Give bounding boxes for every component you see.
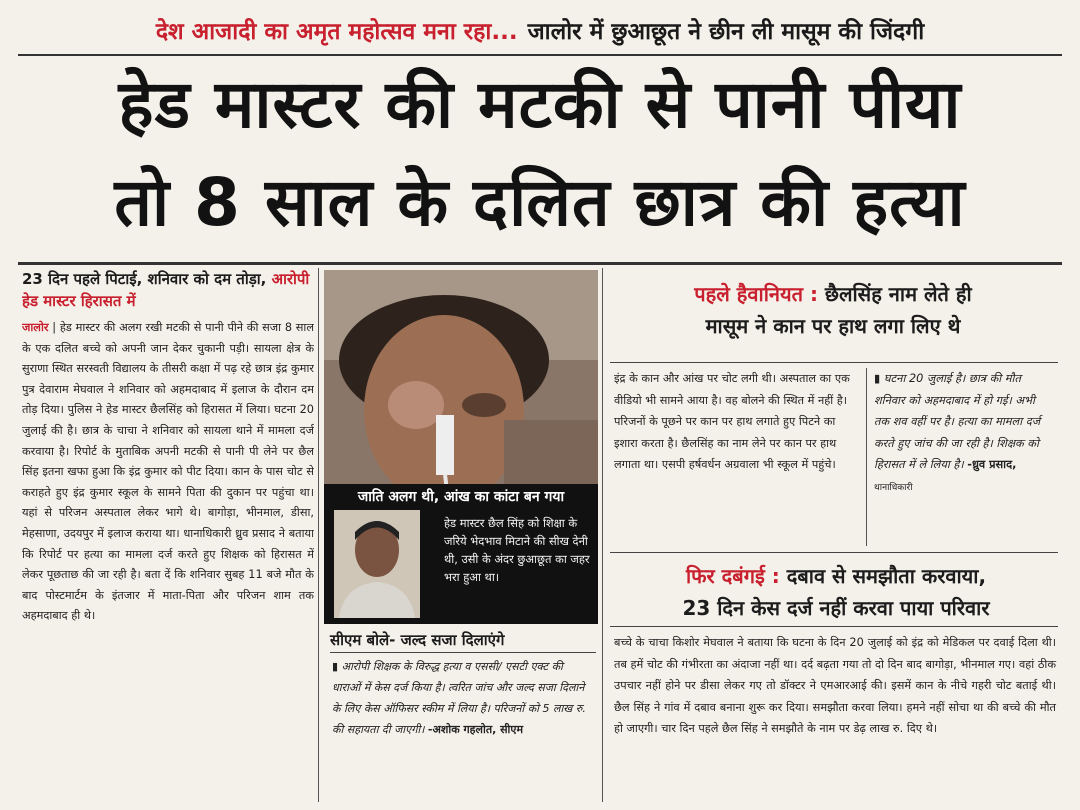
right2-top-rule (610, 552, 1058, 553)
left-body-text: हेड मास्टर की अलग रखी मटकी से पानी पीने की सजा 8 साल के एक दलित बच्चे को अपनी जान देकर चुकानी पड़ी। सायला क्षेत्र के सुराणा स्थित सरस्वती विद्यालय के तीसरी कक्षा में पढ़ रहे छात्र इंद्र कुमार पुत्र देवाराम मेघवाल ने शनिवार को अहमदाबाद में इलाज के दौरान दम तोड़ दिया। पुलिस ने हेड मास्टर छैलसिंह को हिरासत में लिया। घटना 20 जुलाई की है। छात्र के चाचा ने शनिवार को सायला थाने में मामला दर्ज करवाया है। रिपोर्ट के मुताबिक अपनी मटकी से पानी पी लेने पर छैल सिंह इतना खफा हुआ कि इंद्र कुमार को पीट दिया। कान के पास चोट से कराहते हुए इंद्र कुमार स्कूल के सामने पिता की दुकान पर पहुंचा था। यहां से परिजन अस्पताल लेकर भागे थे। बागोड़ा, भीनमाल, डीसा, मेहसाणा, उदयपुर में इलाज कराया था। धानाधिकारी ध्रुव प्रसाद ने बताया कि रिपोर्ट पर हत्या का मामला दर्ज करते हुए शिक्षक को हिरासत में लेकर पूछताछ की जा रही है। बता दें कि शनिवार सुबह 11 बजे मौत के बाद पोस्टमार्टम के इंतजार में माता-पिता और परिजन शाम तक अहमदाबाद ही थे। (22, 321, 314, 623)
kicker-red: देश आजादी का अमृत महोत्सव मना रहा... (155, 19, 518, 45)
headline (18, 56, 1062, 252)
right2-heading (612, 560, 1060, 624)
left-body: जालोर | हेड मास्टर की अलग रखी मटकी से पानी पीने की सजा 8 साल के एक दलित बच्चे को अपनी जान देकर चुकानी पड़ी। सायला क्षेत्र के सुराणा स्थित सरस्वती विद्यालय के तीसरी कक्षा में पढ़ रहे छात्र इंद्र कुमार पुत्र देवाराम मेघवाल ने शनिवार को अहमदाबाद में इलाज के दौरान दम तोड़ दिया। पुलिस ने हेड मास्टर छैलसिंह को हिरासत में लिया। घटना 20 जुलाई की है। छात्र के चाचा ने शनिवार को सायला थाने में मामला दर्ज करवाया है। रिपोर्ट के मुताबिक अपनी मटकी से पानी पी लेने पर छैल सिंह इतना खफा हुआ कि इंद्र कुमार को पीट दिया। कान के पास चोट से कराहते हुए इंद्र कुमार स्कूल के सामने पिता की दुकान पर पहुंचा था। यहां से परिजन अस्पताल लेकर भागे थे। बागोड़ा, भीनमाल, डीसा, मेहसाणा, उदयपुर में इलाज कराया था। धानाधिकारी ध्रुव प्रसाद ने बताया कि रिपोर्ट पर हत्या का मामला दर्ज करते हुए शिक्षक को हिरासत में लेकर पूछताछ की जा रही है। बता दें कि शनिवार सुबह 11 बजे मौत के बाद पोस्टमार्टम के इंतजार में माता-पिता और परिजन शाम तक अहमदाबाद ही थे। (22, 321, 314, 623)
kicker-line (18, 8, 1062, 52)
headline-line-2: तो 8 साल के दलित छात्र की हत्या (114, 164, 966, 241)
right1-label: पहले हैवानियत : (694, 282, 818, 306)
left-subhead (22, 268, 314, 312)
cm-body (332, 656, 594, 740)
right2-label: फिर दबंगई : (685, 564, 780, 588)
right1-body-b (874, 368, 1050, 500)
cm-quote-icon: ▮ (332, 660, 342, 673)
dateline: जालोर (22, 321, 49, 334)
victim-photo (324, 270, 598, 510)
cm-title: सीएम बोले- जल्द सजा दिलाएंगे (330, 631, 505, 649)
right1-byline: -ध्रुव प्रसाद, (967, 458, 1017, 472)
right1-title-b: मासूम ने कान पर हाथ लगा लिए थे (705, 314, 961, 338)
right2-body: बच्चे के चाचा किशोर मेघवाल ने बताया कि घटना के दिन 20 जुलाई को इंद्र को मेडिकल पर दवाई दिला थी। तब हमें चोट की गंभीरता का अंदाजा नहीं था। दर्द बढ़ता गया तो दो दिन बाद बागोड़ा, भीनमाल गए। वहां ठीक उपचार नहीं होने पर डीसा लेकर गए तो डॉक्टर ने एमआरआई की। इसमें कान के नीचे गहरी चोट बताई थी। छैल सिंह ने गांव में दबाव बनाना शुरू कर दिया। समझौता करवा लिया। हमने नहीं सोचा था की बच्चे की मौत हो जाएगी। चार दिन पहले छैल सिंह ने समझौते के नाम पर डेढ़ लाख रु. दिए थे। (614, 636, 1056, 736)
left-column (22, 268, 314, 798)
quote-text: हेड मास्टर छैल सिंह को शिक्षा के जरिये भेदभाव मिटाने की सीख देनी थी, उसी के अंदर छुआछूत का जहर भरा हुआ था। (444, 516, 590, 584)
headline-rule (18, 262, 1062, 265)
right2-title-a: दबाव से समझौता करवाया, (786, 564, 987, 588)
left-subhead-plain: 23 दिन पहले पिटाई, शनिवार को दम तोड़ा, (22, 270, 267, 288)
headline-line-1: हेड मास्टर की मटकी से पानी पीया (118, 66, 962, 143)
right1-body-a: इंद्र के कान और आंख पर चोट लगी थी। अस्पताल का एक वीडियो भी सामने आया है। वह बोलने की स्थित में नहीं है। परिजनों के पूछने पर कान पर हाथ लगाते हुए पिटने का इशारा करता है। छैलसिंह का नाम लेने पर कान पर हाथ लगाता था। एसपी हर्षवर्धन अग्रवाला भी स्कूल में पहुंचे। (614, 372, 850, 472)
right1-divider (866, 368, 867, 546)
cm-byline: -अशोक गहलोत, सीएम (427, 723, 524, 736)
right1-rule (610, 362, 1058, 363)
quote-box (324, 510, 598, 624)
right1-body-b-text: घटना 20 जुलाई है। छात्र की मौत शनिवार को अहमदाबाद में हो गई। अभी तक शव वहीं पर है। हत्या का मामला दर्ज करते हुए जांच की जा रही है। शिक्षक को हिरासत में ले लिया है। (874, 372, 1041, 472)
cm-body-text: आरोपी शिक्षक के विरुद्ध हत्या व एससी/ एसटी एक्ट की धाराओं में केस दर्ज किया है। त्वरित जांच और जल्द सजा दिलाने के लिए केस ऑफिसर स्कीम में लिया है। परिजनों को 5 लाख रु. की सहायता दी जाएगी। (332, 660, 586, 736)
right1-quote-icon: ▮ (874, 372, 884, 385)
photo-caption: जाति अलग थी, आंख का कांटा बन गया (324, 484, 598, 510)
cm-rule (330, 652, 596, 653)
right2-rule (610, 626, 1058, 627)
column-divider-left (318, 268, 319, 802)
right1-heading (610, 278, 1056, 342)
column-divider-right (602, 268, 603, 802)
headmaster-photo-illustration (334, 510, 420, 618)
kicker-dark: जालोर में छुआछूत ने छीन ली मासूम की जिंदगी (527, 19, 925, 45)
right1-role: थानाधिकारी (874, 482, 913, 493)
right1-title-a: छैलसिंह नाम लेते ही (824, 282, 972, 306)
right2-title-b: 23 दिन केस दर्ज नहीं करवा पाया परिवार (682, 596, 990, 620)
headmaster-photo (334, 510, 420, 618)
left-subhead-red: आरोपी हेड मास्टर हिरासत में (22, 270, 310, 310)
victim-photo-illustration (324, 270, 598, 510)
